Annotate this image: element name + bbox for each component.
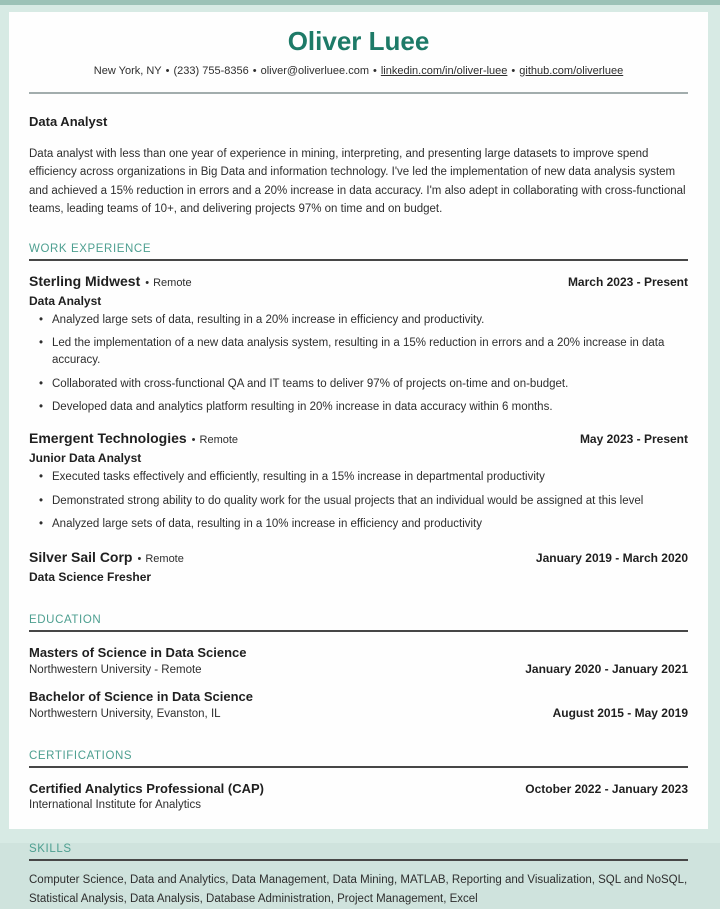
- job-dates: May 2023 - Present: [579, 431, 688, 446]
- job-bullet: • Collaborated with cross-functional QA and IT teams to deliver 97% of projects on-time and on-budget.: [39, 376, 688, 393]
- company-name: Sterling Midwest: [29, 272, 141, 289]
- certification-entry: [29, 781, 688, 811]
- contact-location: New York, NY: [93, 65, 162, 77]
- skills-heading: SKILLS: [29, 843, 688, 861]
- job-location: Remote: [199, 433, 239, 446]
- job-header-row: [29, 273, 688, 291]
- contact-separator: •: [165, 65, 170, 77]
- candidate-name: Oliver Luee: [287, 26, 430, 56]
- contact-email: oliver@oliverluee.com: [260, 65, 369, 77]
- degree-detail-row: [29, 706, 688, 720]
- job-entry: [29, 273, 688, 416]
- header-divider: [29, 92, 688, 94]
- contact-separator: •: [372, 65, 377, 77]
- job-bullet: • Analyzed large sets of data, resulting in a 20% increase in efficiency and productivity.: [39, 312, 688, 329]
- company-location-separator: •: [137, 552, 142, 565]
- job-title: Data Analyst: [29, 293, 102, 308]
- job-bullet: • Demonstrated strong ability to do quality work for the usual projects that an individual would be assigned at this level: [39, 493, 688, 510]
- company-name: Emergent Technologies: [29, 429, 187, 446]
- section-skills: [29, 843, 688, 909]
- school-name: Northwestern University, Evanston, IL: [29, 707, 221, 720]
- job-bullet-list: [29, 469, 688, 533]
- education-entry: [29, 645, 688, 676]
- job-bullet-list: [29, 312, 688, 416]
- certification-row: [29, 781, 688, 796]
- job-location: Remote: [153, 276, 192, 289]
- skills-list: Computer Science, Data and Analytics, Data Management, Data Mining, MATLAB, Reporting and Visualization, SQL and NoSQL, Statistical Analysis, Data Analysis, Database Administration, Project Management, Excel: [29, 873, 688, 905]
- certification-name: Certified Analytics Professional (CAP): [29, 780, 265, 796]
- job-dates: March 2023 - Present: [567, 274, 688, 289]
- contact-separator: •: [511, 65, 516, 77]
- degree-detail-row: [29, 662, 688, 676]
- job-title: Data Science Fresher: [29, 569, 152, 584]
- resume-sheet: [9, 12, 708, 905]
- certification-dates: October 2022 - January 2023: [525, 781, 688, 796]
- job-bullet: • Analyzed large sets of data, resulting in a 10% increase in efficiency and productivity: [39, 516, 688, 533]
- certifications-heading: CERTIFICATIONS: [29, 750, 688, 768]
- linkedin-link[interactable]: linkedin.com/in/oliver-luee: [380, 65, 508, 77]
- job-company-line: [29, 273, 192, 291]
- job-dates: January 2019 - March 2020: [535, 550, 688, 565]
- job-bullet: • Developed data and analytics platform resulting in 20% increase in data accuracy within 6 months.: [39, 399, 688, 416]
- target-job-title: Data Analyst: [29, 114, 108, 129]
- contact-line: [29, 65, 688, 77]
- job-bullet: • Led the implementation of a new data analysis system, resulting in a 15% reduction in errors and a 20% increase in data accuracy.: [39, 335, 688, 368]
- work-experience-heading: WORK EXPERIENCE: [29, 243, 688, 261]
- degree-dates: January 2020 - January 2021: [525, 661, 688, 676]
- github-link[interactable]: github.com/oliverluee: [519, 65, 624, 77]
- contact-phone: (233) 755-8356: [173, 65, 249, 77]
- section-work-experience: [29, 243, 688, 584]
- job-title: Junior Data Analyst: [29, 450, 142, 465]
- job-header-row: [29, 549, 688, 567]
- school-name: Northwestern University - Remote: [29, 663, 202, 676]
- section-education: [29, 614, 688, 720]
- job-bullet: • Executed tasks effectively and efficiently, resulting in a 15% increase in departmental productivity: [39, 469, 688, 486]
- job-company-line: [29, 549, 184, 567]
- company-location-separator: •: [145, 276, 150, 289]
- degree-name: Masters of Science in Data Science: [29, 644, 247, 660]
- degree-name: Bachelor of Science in Data Science: [29, 688, 253, 704]
- education-entry: [29, 689, 688, 720]
- certification-issuer: International Institute for Analytics: [29, 798, 201, 811]
- job-header-row: [29, 430, 688, 448]
- job-entry: [29, 549, 688, 584]
- company-location-separator: •: [191, 433, 196, 446]
- company-name: Silver Sail Corp: [29, 548, 133, 565]
- job-location: Remote: [145, 552, 184, 565]
- contact-separator: •: [252, 65, 257, 77]
- job-company-line: [29, 430, 238, 448]
- education-heading: EDUCATION: [29, 614, 688, 632]
- degree-dates: August 2015 - May 2019: [552, 705, 688, 720]
- section-certifications: [29, 750, 688, 811]
- job-entry: [29, 430, 688, 533]
- summary-paragraph: Data analyst with less than one year of experience in mining, interpreting, and presenting large datasets to improve spend efficiency across organizations in Big Data and information technology. I've led the implementation of new data analysis system and achieved a 15% reduction in errors and a 20% increase in data accuracy. I'm also adept in collaborating with cross-functional teams, leading teams of 10+, and delivering projects 97% on time and on budget.: [29, 148, 686, 216]
